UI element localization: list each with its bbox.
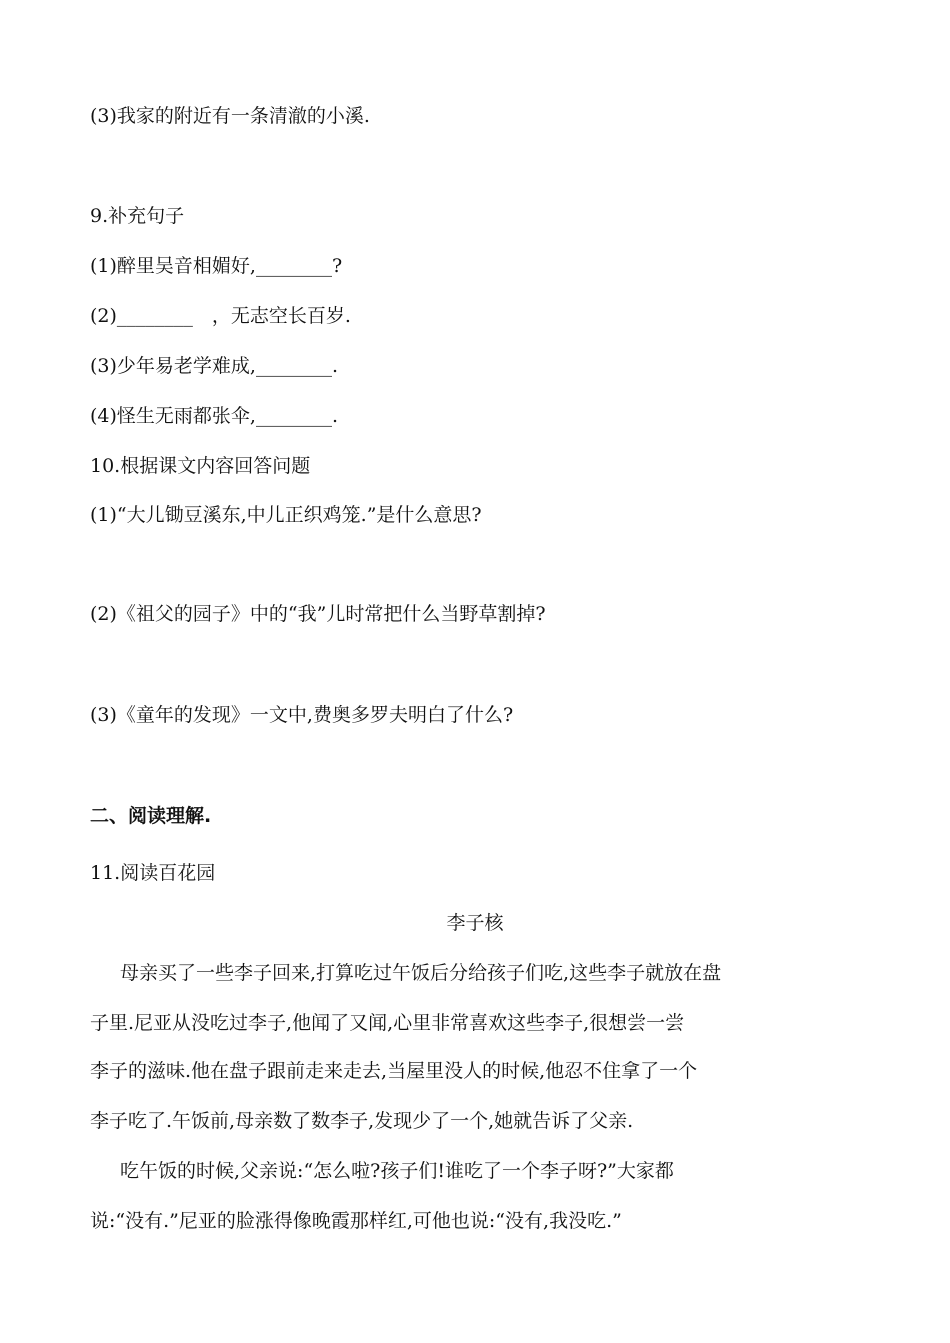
q10-title: 10.根据课文内容回答问题 [90,455,311,477]
q9-item-4: (4)怪生无雨都张伞,________. [90,405,338,427]
q10-item-3: (3)《童年的发现》一文中,费奥多罗夫明白了什么? [90,704,514,726]
q9-item-2: (2)________ ，无志空长百岁. [90,305,351,327]
paragraph-2-line-1: 吃午饭的时候,父亲说:“怎么啦?孩子们!谁吃了一个李子呀?”大家都 [120,1160,674,1182]
paragraph-1-line-4: 李子吃了.午饭前,母亲数了数李子,发现少了一个,她就告诉了父亲. [90,1110,634,1132]
paragraph-1-line-1: 母亲买了一些李子回来,打算吃过午饭后分给孩子们吃,这些李子就放在盘 [120,962,722,984]
q9-title: 9.补充句子 [90,205,185,227]
q11-title: 11.阅读百花园 [90,862,216,884]
paragraph-2-line-2: 说:“没有.”尼亚的脸涨得像晚霞那样红,可他也说:“没有,我没吃.” [90,1210,622,1232]
section-2-heading: 二、阅读理解. [90,805,212,827]
paragraph-1-line-3: 李子的滋味.他在盘子跟前走来走去,当屋里没人的时候,他忍不住拿了一个 [90,1060,698,1082]
q10-item-2: (2)《祖父的园子》中的“我”儿时常把什么当野草割掉? [90,603,546,625]
q8-item-3: (3)我家的附近有一条清澈的小溪. [90,105,370,127]
story-title: 李子核 [446,912,504,934]
q9-item-1: (1)醉里吴音相媚好,________? [90,255,343,277]
q10-item-1: (1)“大儿锄豆溪东,中儿正织鸡笼.”是什么意思? [90,504,482,526]
q9-item-3: (3)少年易老学难成,________. [90,355,338,377]
paragraph-1-line-2: 子里.尼亚从没吃过李子,他闻了又闻,心里非常喜欢这些李子,很想尝一尝 [90,1012,685,1034]
